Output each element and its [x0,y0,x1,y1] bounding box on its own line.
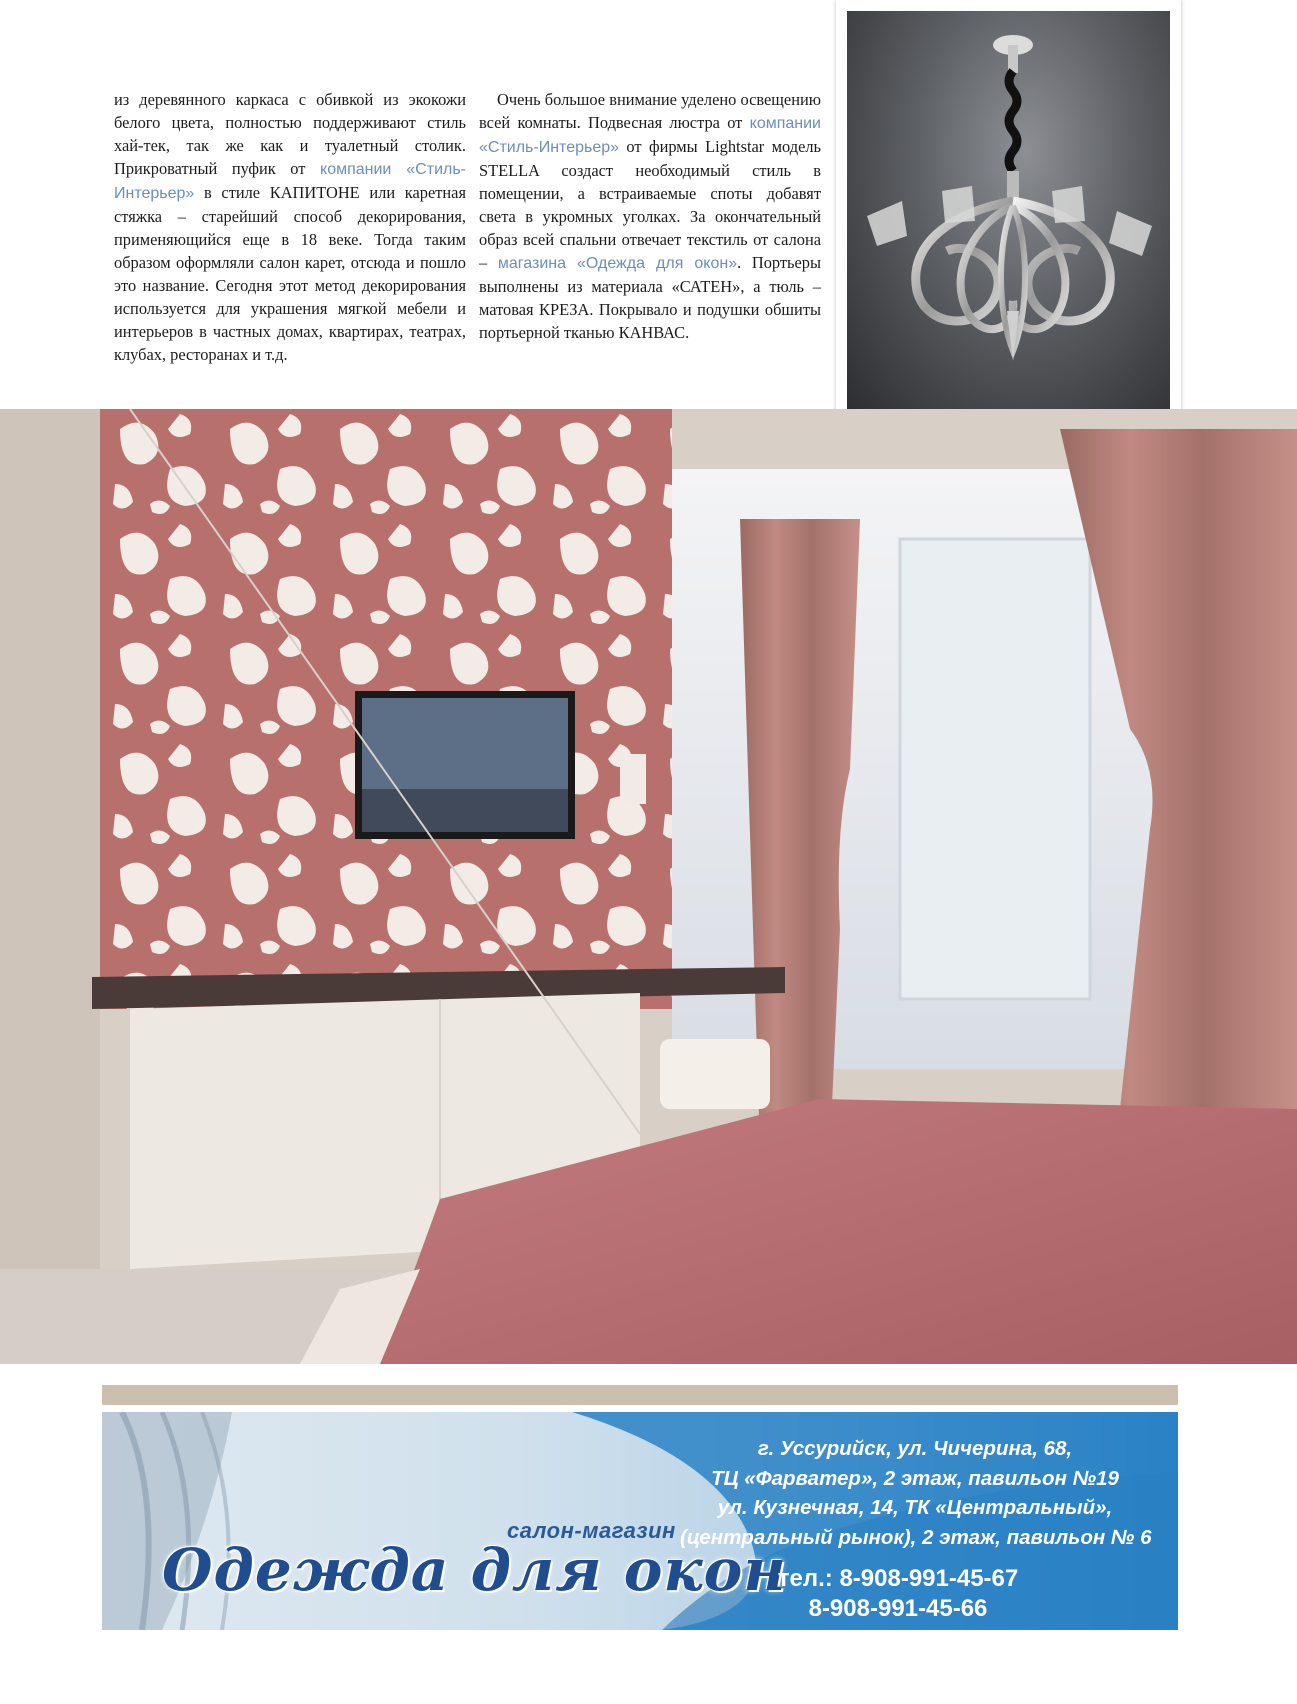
ad-phone-1: тел.: 8-908-991-45-67 [777,1565,1019,1592]
article-column-left [114,88,466,366]
ad-address-line: ТЦ «Фарватер», 2 этаж, павильон №19 [711,1466,1119,1490]
article-paragraph-left [114,88,466,366]
highlight-shop-name: магазина «Одежда для окон» [497,255,738,272]
ad-brand-logo: Одежда для окон [162,1536,787,1604]
chandelier-photo-background [847,11,1170,409]
chandelier-illustration [847,11,1170,409]
ad-address-line: (центральный рынок), 2 этаж, павильон № 6 [680,1525,1152,1549]
text-run: из деревянного каркаса с обивкой из экокожи белого цвета, полностью поддерживают стиль хай-тек, так же как и туалетный столик. Прикроватный пуфик от [114,90,466,178]
ad-subtitle: салон-магазин [507,1518,676,1543]
text-run: Очень большое внимание уделено освещению всей комнаты. Подвесная люстра от [479,90,821,132]
article-paragraph-right [479,88,821,344]
highlight-company-name: компании «Стиль-Интерьер» [479,115,821,156]
text-run: . Портьеры выполнены из материала «САТЕН», а тюль – матовая КРЕЗА. Покрывало и подушки обшиты портьерной тканью КАНВАС. [479,253,821,342]
chandelier-photo [836,0,1181,420]
ad-phone-2: 8-908-991-45-66 [808,1595,988,1622]
article-column-right [479,88,821,344]
bedroom-photo [0,409,1297,1364]
ad-address-line: г. Уссурийск, ул. Чичерина, 68, [757,1437,1073,1460]
text-run: в стиле КАПИТОНЕ или каретная стяжка – старейший способ декорирования, применяющийся еще в 18 веке. Тогда таким образом оформляли салон карет, отсюда и пошло это название. Сегодня этот метод декорирования используется для украшения мягкой мебели и интерьеров в частных домах, квартирах, театрах, клубах, ресторанах и т.д. [114,183,466,364]
ad-banner [102,1412,1178,1630]
text-run: от фирмы Lightstar модель STELLA создаст необходимый стиль в помещении, а встраиваемые споты добавят света в укромных уголках. За окончательный образ всей спальни отвечает текстиль от салона – [479,137,821,272]
section-divider [102,1385,1178,1405]
ad-address [680,1434,1150,1552]
highlight-company-name: компании «Стиль-Интерьер» [114,161,466,202]
bedroom-illustration [0,409,1297,1364]
ad-address-line: ул. Кузнечная, 14, ТК «Центральный», [717,1496,1113,1519]
ad-phones [738,1564,1058,1624]
